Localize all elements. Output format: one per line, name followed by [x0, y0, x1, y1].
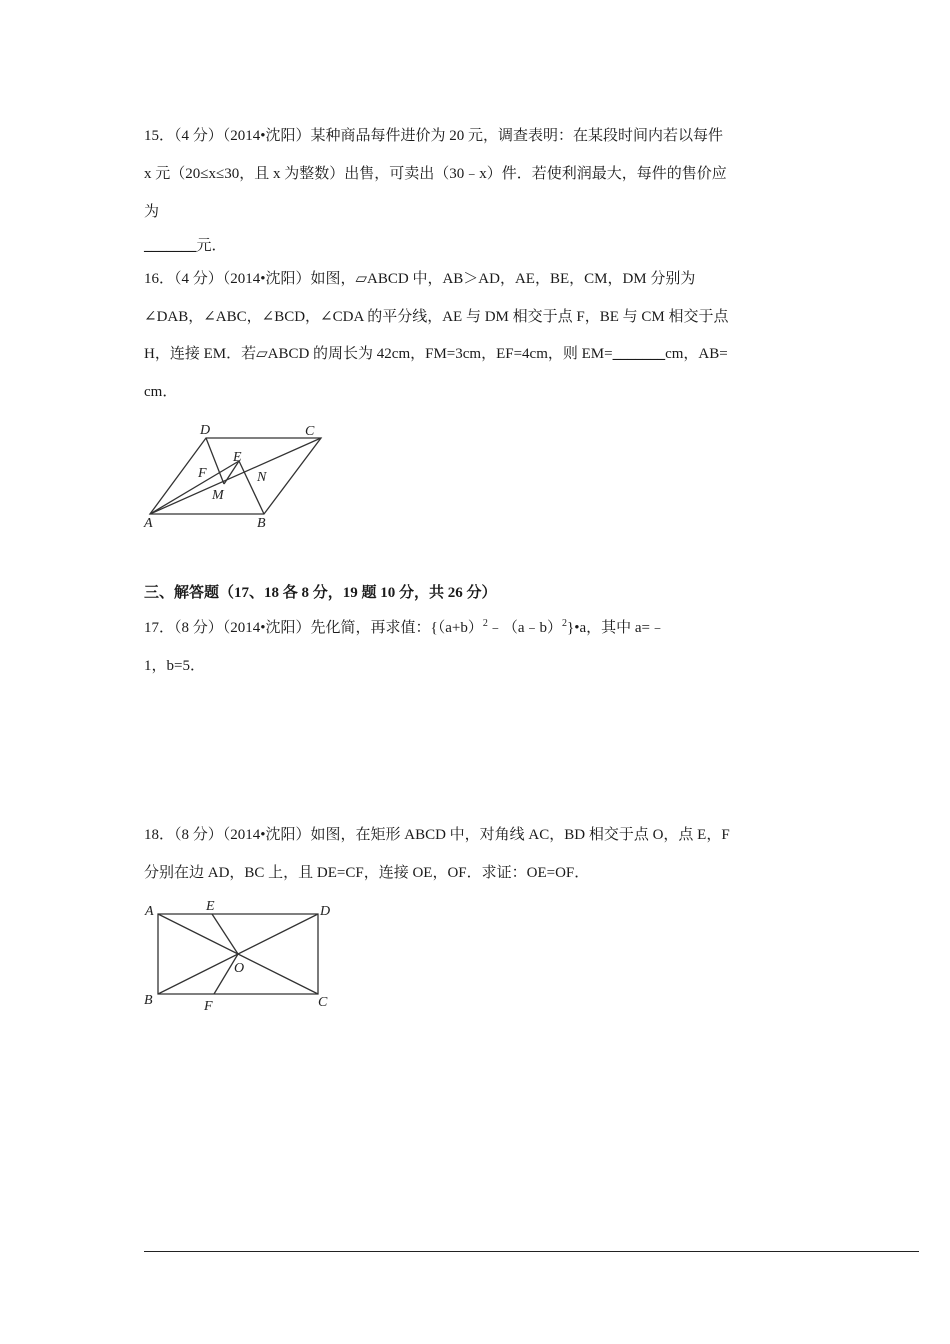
q18-rectangle-figure: [140, 898, 340, 1018]
q17-exponent-1: 2: [482, 618, 488, 629]
q16-label-e: E: [233, 450, 242, 465]
q16-answer-blank: _______: [612, 346, 666, 362]
q18-label-c: C: [318, 995, 328, 1010]
q17-text-c: }•a，其中 a=﹣: [567, 620, 665, 636]
q16-line-3: [144, 344, 728, 364]
q16-label-d: D: [200, 423, 211, 438]
q18-label-o: O: [234, 961, 245, 976]
q15-unit: 元．: [196, 238, 227, 254]
q17-line-2: 1，b=5．: [144, 658, 205, 674]
footer-rule: [144, 1251, 919, 1252]
q16-label-a: A: [144, 516, 153, 531]
q17-text-a: 17．（8 分）（2014•沈阳）先化简，再求值：{（a+b）: [144, 620, 483, 636]
q17-text-b: ﹣（a﹣b）: [487, 620, 562, 636]
q16-line-2: ∠DAB，∠ABC，∠BCD，∠CDA 的平分线，AE 与 DM 相交于点 F，BE 与 CM 相交于点: [144, 309, 729, 325]
q16-label-f: F: [198, 466, 207, 481]
q18-label-e: E: [206, 899, 215, 914]
q16-label-m: M: [212, 488, 224, 503]
q16-line-1: 16．（4 分）（2014•沈阳）如图，▱ABCD 中，AB＞AD，AE，BE，CM，DM 分别为: [144, 271, 696, 287]
q16-line-3-tail: cm，AB=: [665, 346, 728, 362]
q17-line-1: [144, 618, 665, 638]
q18-label-b: B: [144, 993, 153, 1008]
q18-label-f: F: [204, 999, 213, 1014]
q18-label-d: D: [320, 904, 331, 919]
q16-line-3-head: H，连接 EM．若▱ABCD 的周长为 42cm，FM=3cm，EF=4cm，则 EM=: [144, 346, 613, 362]
q17-exponent-2: 2: [562, 618, 567, 629]
q16-label-n: N: [257, 470, 267, 485]
q18-line-2: 分别在边 AD，BC 上，且 DE=CF，连接 OE，OF．求证：OE=OF．: [144, 865, 590, 881]
q15-line-4: [144, 236, 227, 256]
section-3-heading: 三、解答题（17、18 各 8 分，19 题 10 分，共 26 分）: [144, 585, 497, 601]
q15-line-1: 15．（4 分）（2014•沈阳）某种商品每件进价为 20 元，调查表明：在某段时间内若以每件: [144, 128, 724, 144]
q16-label-b: B: [257, 516, 266, 531]
q16-label-c: C: [305, 424, 315, 439]
q15-line-2: x 元（20≤x≤30，且 x 为整数）出售，可卖出（30﹣x）件．若使利润最大，每件的售价应: [144, 166, 727, 182]
q18-label-a: A: [145, 904, 154, 919]
q16-parallelogram-figure: [140, 418, 340, 538]
q16-line-4: cm．: [144, 384, 178, 400]
q18-line-1: 18．（8 分）（2014•沈阳）如图，在矩形 ABCD 中，对角线 AC，BD 相交于点 O，点 E，F: [144, 827, 730, 843]
q15-line-3: 为: [144, 204, 160, 220]
q15-answer-blank: _______: [144, 238, 197, 254]
